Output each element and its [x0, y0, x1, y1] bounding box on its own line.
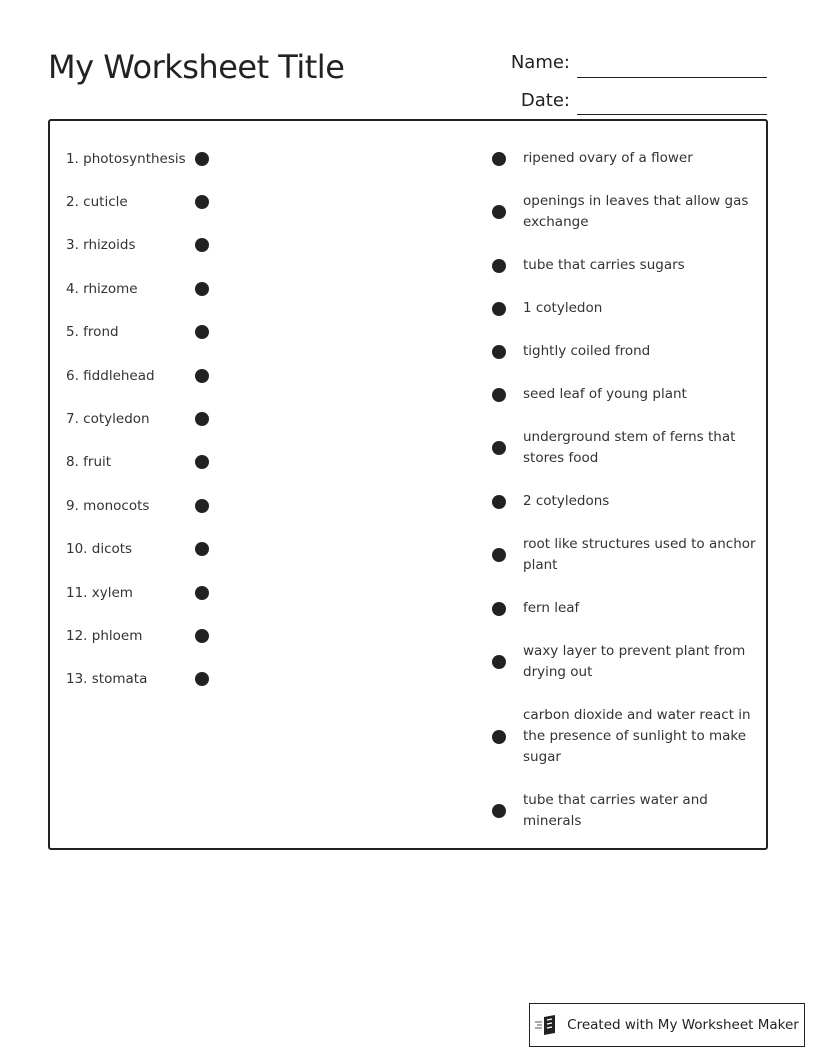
definitions-column	[492, 137, 762, 843]
definition-item	[492, 137, 762, 180]
term-label: 3. rhizoids	[66, 237, 136, 254]
definition-label: ripened ovary of a flower	[523, 150, 693, 166]
worksheet-maker-logo-icon	[535, 1014, 561, 1036]
term-item	[66, 441, 226, 484]
term-connector-dot-icon[interactable]	[195, 455, 209, 469]
terms-column	[66, 137, 226, 701]
definition-connector-dot-icon[interactable]	[492, 345, 506, 359]
term-label: 6. fiddlehead	[66, 367, 155, 384]
footer-text: Created with My Worksheet Maker	[567, 1017, 799, 1033]
name-input-line[interactable]	[577, 77, 767, 78]
term-label: 4. rhizome	[66, 280, 138, 297]
definition-label: 1 cotyledon	[523, 300, 603, 316]
term-connector-dot-icon[interactable]	[195, 672, 209, 686]
definition-connector-dot-icon[interactable]	[492, 259, 506, 273]
definition-label: root like structures used to anchor plant	[523, 536, 756, 573]
definition-item	[492, 694, 762, 779]
name-label: Name:	[510, 52, 570, 73]
term-connector-dot-icon[interactable]	[195, 325, 209, 339]
definition-item	[492, 779, 762, 843]
term-label: 12. phloem	[66, 627, 143, 644]
term-item	[66, 180, 226, 223]
footer-badge	[529, 1003, 805, 1047]
page-title: My Worksheet Title	[48, 48, 345, 86]
matching-box	[48, 119, 768, 850]
definition-label: tightly coiled frond	[523, 343, 651, 359]
definition-connector-dot-icon[interactable]	[492, 602, 506, 616]
term-connector-dot-icon[interactable]	[195, 238, 209, 252]
term-label: 2. cuticle	[66, 194, 128, 211]
term-connector-dot-icon[interactable]	[195, 152, 209, 166]
definition-label: openings in leaves that allow gas exchange	[523, 193, 749, 230]
term-label: 10. dicots	[66, 541, 133, 558]
definition-item	[492, 480, 762, 523]
definition-label: 2 cotyledons	[523, 493, 610, 509]
definition-label: tube that carries sugars	[523, 257, 685, 273]
term-item	[66, 614, 226, 657]
definition-item	[492, 630, 762, 694]
term-connector-dot-icon[interactable]	[195, 629, 209, 643]
date-label: Date:	[520, 90, 570, 111]
term-label: 13. stomata	[66, 671, 148, 688]
definition-connector-dot-icon[interactable]	[492, 152, 506, 166]
definition-item	[492, 416, 762, 480]
definition-connector-dot-icon[interactable]	[492, 655, 506, 669]
term-item	[66, 354, 226, 397]
term-connector-dot-icon[interactable]	[195, 499, 209, 513]
term-item	[66, 484, 226, 527]
definition-connector-dot-icon[interactable]	[492, 495, 506, 509]
definition-item	[492, 244, 762, 287]
definition-label: carbon dioxide and water react in the presence of sunlight to make sugar	[523, 707, 751, 765]
term-item	[66, 224, 226, 267]
term-connector-dot-icon[interactable]	[195, 369, 209, 383]
term-item	[66, 571, 226, 614]
term-label: 11. xylem	[66, 584, 133, 601]
term-connector-dot-icon[interactable]	[195, 542, 209, 556]
date-input-line[interactable]	[577, 114, 767, 115]
term-connector-dot-icon[interactable]	[195, 282, 209, 296]
term-label: 7. cotyledon	[66, 411, 150, 428]
definition-connector-dot-icon[interactable]	[492, 548, 506, 562]
definition-connector-dot-icon[interactable]	[492, 302, 506, 316]
term-item	[66, 137, 226, 180]
term-item	[66, 311, 226, 354]
term-connector-dot-icon[interactable]	[195, 195, 209, 209]
term-item	[66, 528, 226, 571]
definition-label: tube that carries water and minerals	[523, 792, 708, 829]
definition-label: seed leaf of young plant	[523, 386, 687, 402]
definition-label: fern leaf	[523, 600, 580, 616]
term-label: 8. fruit	[66, 454, 112, 471]
term-connector-dot-icon[interactable]	[195, 412, 209, 426]
term-label: 1. photosynthesis	[66, 150, 186, 167]
definition-connector-dot-icon[interactable]	[492, 730, 506, 744]
definition-item	[492, 373, 762, 416]
term-item	[66, 267, 226, 310]
definition-item	[492, 523, 762, 587]
term-item	[66, 658, 226, 701]
term-label: 5. frond	[66, 324, 119, 341]
term-item	[66, 397, 226, 440]
definition-connector-dot-icon[interactable]	[492, 388, 506, 402]
definition-label: underground stem of ferns that stores food	[523, 429, 736, 466]
definition-item	[492, 330, 762, 373]
definition-item	[492, 180, 762, 244]
term-label: 9. monocots	[66, 497, 150, 514]
definition-item	[492, 287, 762, 330]
definition-label: waxy layer to prevent plant from drying out	[523, 643, 746, 680]
definition-item	[492, 587, 762, 630]
term-connector-dot-icon[interactable]	[195, 586, 209, 600]
definition-connector-dot-icon[interactable]	[492, 441, 506, 455]
definition-connector-dot-icon[interactable]	[492, 205, 506, 219]
definition-connector-dot-icon[interactable]	[492, 804, 506, 818]
